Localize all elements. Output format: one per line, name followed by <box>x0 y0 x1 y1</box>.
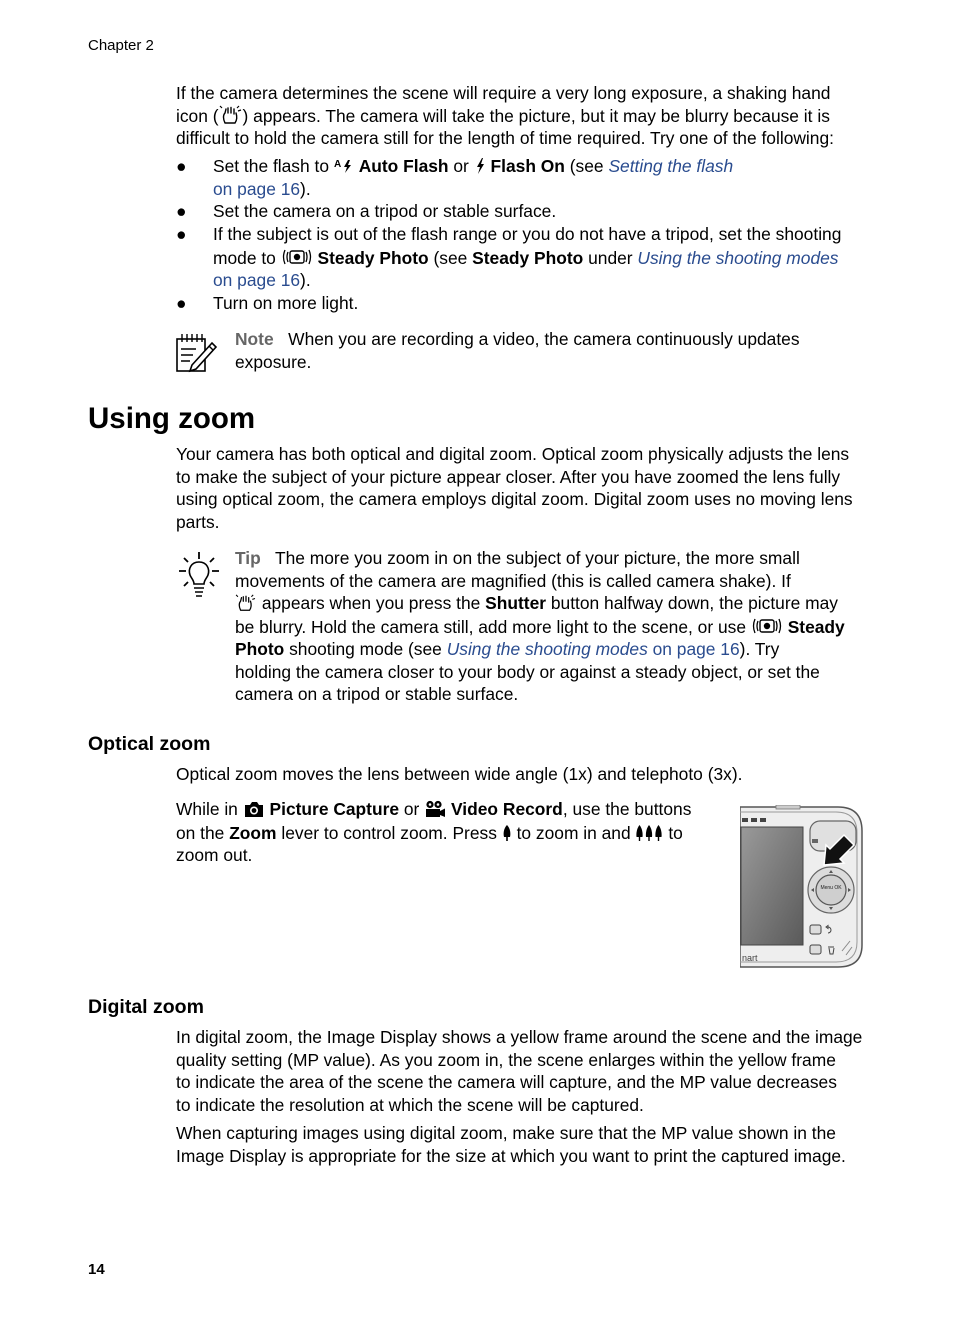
svg-text:A: A <box>333 159 342 170</box>
note-block: Note When you are recording a video, the camera continuously updates exposure. <box>235 329 800 372</box>
section-title-optical-zoom: Optical zoom <box>88 733 211 755</box>
shaking-hand-icon <box>219 105 243 125</box>
note-pencil-icon <box>174 332 218 374</box>
optical-zoom-line: Optical zoom moves the lens between wide angle (1x) and telephoto (3x). <box>176 764 743 784</box>
shooting-modes-page-link[interactable]: on page 16 <box>213 270 301 290</box>
tip-shooting-modes-link[interactable]: Using the shooting modes on page 16 <box>446 639 740 659</box>
camera-back-illustration <box>740 805 864 969</box>
section-title-digital-zoom: Digital zoom <box>88 996 204 1018</box>
svg-text:nart: nart <box>742 953 758 963</box>
digital-zoom-paragraph-2: When capturing images using digital zoom, make sure that the MP value shown in the Image Display is appropriate for the size at which you want to print the captured image. <box>176 1123 846 1166</box>
tip-label: Tip <box>235 548 261 568</box>
zoom-in-tree-icon <box>502 824 512 842</box>
shaking-hand-icon <box>235 594 257 612</box>
camera-icon <box>243 800 265 818</box>
digital-zoom-paragraph-1: In digital zoom, the Image Display shows a yellow frame around the scene and the image quality setting (MP value). As you zoom in, the scene enlarges within the yellow frame to indicate the area of the scene the camera will capture, and the MP value decreases to indicate the resolution at which the scene will be captured. <box>176 1027 863 1115</box>
section-title-using-zoom: Using zoom <box>88 402 256 435</box>
intro-line-2: icon ( ) appears. The camera will take the picture, but it may be blurry because it is <box>176 105 830 126</box>
tip-lightbulb-icon <box>176 550 222 600</box>
setting-flash-link[interactable]: Setting the flash <box>608 156 734 176</box>
note-label: Note <box>235 329 274 349</box>
tip-block: Tip The more you zoom in on the subject of your picture, the more small movements of the camera are magnified (this is called camera shake). If appears when you press the Shutter button halfway down, the picture may be blurry. Hold the camera still, add more light to the scene, or use Steady Photo shooting mode (see Using the shooting modes on page 16). Try holding the camera closer to your body or against a steady object, or set the camera on a tripod or stable surface. <box>235 548 845 704</box>
intro-paragraph <box>176 82 886 150</box>
optical-zoom-paragraph: While in Picture Capture or Video Record, use the buttons on the Zoom lever to control zoom. Press to zoom in and to zoom out. <box>176 799 692 865</box>
steady-photo-icon <box>751 616 783 636</box>
shooting-modes-link[interactable]: Using the shooting modes <box>637 247 839 268</box>
video-camera-icon <box>424 800 446 818</box>
svg-text:Menu OK: Menu OK <box>820 885 842 891</box>
setting-flash-page-link[interactable]: on page 16 <box>213 178 301 199</box>
chapter-header: Chapter 2 <box>88 37 154 54</box>
intro-line-1: If the camera determines the scene will require a very long exposure, a shaking hand <box>176 83 831 103</box>
flash-on-icon <box>474 157 486 175</box>
using-zoom-paragraph: Your camera has both optical and digital zoom. Optical zoom physically adjusts the lens to make the subject of your picture appear closer. After you have zoomed the lens fully using optical zoom, the camera employs digital zoom. Digital zoom uses no moving lens parts. <box>176 444 853 532</box>
auto-flash-icon <box>334 157 354 175</box>
steady-photo-icon <box>281 247 313 267</box>
intro-line-3: difficult to hold the camera still for the length of time required. Try one of the following: <box>176 128 834 148</box>
page-number: 14 <box>88 1261 105 1278</box>
zoom-out-trees-icon <box>635 824 663 842</box>
